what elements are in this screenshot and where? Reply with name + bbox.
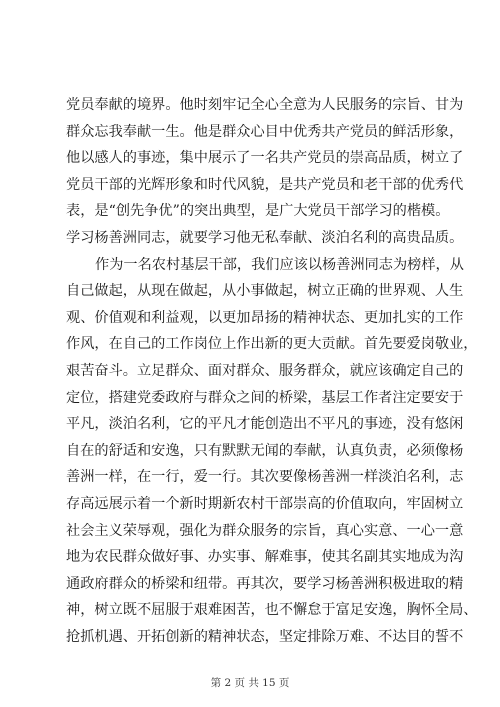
text-line: 善洲一样，在一行，爱一行。其次要像杨善洲一样淡泊名利，志 [66, 469, 464, 486]
paragraph-1 [66, 92, 464, 252]
text-line: 神，树立既不屈服于艰难困苦，也不懈怠于富足安逸，胸怀全局、 [66, 602, 478, 619]
text-line: 作风，在自己的工作岗位上作出新的更大贡献。首先要爱岗敬业， [66, 336, 478, 353]
paragraph-2 [66, 252, 478, 651]
text-line: 作为一名农村基层干部，我们应该以杨善洲同志为榜样，从 [95, 256, 464, 273]
text-line: 党员奉献的境界。他时刻牢记全心全意为人民服务的宗旨、甘为 [66, 97, 464, 113]
document-body [66, 92, 478, 650]
text-line: 学习杨善洲同志，就要学习他无私奉献、淡泊名利的高贵品质。 [66, 229, 464, 246]
text-line: 存高远展示着一个新时期新农村干部崇高的价值取向，牢固树立 [66, 495, 464, 512]
text-line: 抢抓机遇、开拓创新的精神状态，坚定排除万难、不达目的誓不 [66, 628, 464, 645]
text-line: 自在的舒适和安逸，只有默默无闻的奉献，认真负责，必须像杨 [66, 442, 464, 459]
text-line: 群众忘我奉献一生。他是群众心目中优秀共产党员的鲜活形象， [66, 123, 464, 140]
text-line: 地为农民群众做好事、办实事、解难事，使其名副其实地成为沟 [66, 549, 464, 566]
page-number-footer: 第 2 页 共 15 页 [210, 677, 290, 689]
text-line: 定位，搭建党委政府与群众之间的桥梁，基层工作者注定要安于 [66, 389, 464, 406]
text-line: 通政府群众的桥梁和纽带。再其次，要学习杨善洲积极进取的精 [66, 575, 464, 592]
text-line: 他以感人的事迹，集中展示了一名共产党员的崇高品质，树立了 [66, 150, 464, 167]
text-line: 表，是“创先争优”的突出典型，是广大党员干部学习的楷模。 [66, 203, 450, 220]
text-line: 自己做起，从现在做起，从小事做起，树立正确的世界观、人生 [66, 283, 464, 300]
text-line: 观、价值观和利益观，以更加昂扬的精神状态、更加扎实的工作 [66, 309, 464, 326]
text-line: 社会主义荣辱观，强化为群众服务的宗旨，真心实意、一心一意 [66, 522, 464, 539]
text-line: 党员干部的光辉形象和时代风貌，是共产党员和老干部的优秀代 [66, 176, 464, 193]
text-line: 平凡，淡泊名利，它的平凡才能创造出不平凡的事迹，没有悠闲 [66, 416, 464, 433]
text-line: 艰苦奋斗。立足群众、面对群众、服务群众，就应该确定自己的 [66, 362, 464, 379]
